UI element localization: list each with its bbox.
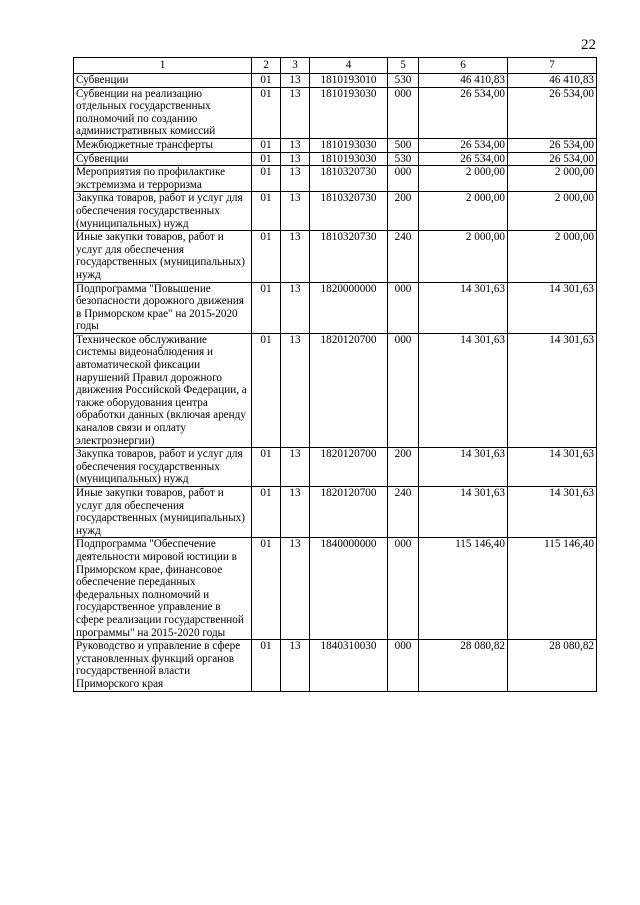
row-expense-type: 240 — [388, 487, 419, 538]
row-subsection: 13 — [281, 192, 310, 231]
row-name: Субвенции — [74, 74, 252, 88]
row-section: 01 — [252, 538, 281, 640]
table-row — [74, 152, 597, 166]
table-row — [74, 333, 597, 447]
table-row — [74, 87, 597, 138]
amount-2-text: 14 301,63 — [549, 448, 594, 461]
row-target-code: 1840000000 — [310, 538, 388, 640]
header-cell: 5 — [388, 58, 419, 74]
amount-2-text: 28 080,82 — [549, 640, 594, 653]
row-subsection: 13 — [281, 74, 310, 88]
amount-2-text: 14 301,63 — [549, 333, 594, 346]
row-expense-type: 200 — [388, 192, 419, 231]
table-row — [74, 487, 597, 538]
row-expense-type: 000 — [388, 87, 419, 138]
row-amount-1 — [419, 166, 508, 192]
row-name: Закупка товаров, работ и услуг для обеспечения государственных (муниципальных) нужд — [74, 192, 252, 231]
row-expense-type: 000 — [388, 282, 419, 333]
table-row — [74, 640, 597, 691]
row-subsection: 13 — [281, 487, 310, 538]
row-amount-1 — [419, 538, 508, 640]
amount-1-text: 14 301,63 — [460, 487, 505, 499]
row-amount-1 — [419, 448, 508, 487]
row-amount-1 — [419, 333, 508, 447]
row-section: 01 — [252, 282, 281, 333]
row-name: Субвенции на реализацию отдельных государственных полномочий по созданию административных комиссий — [74, 87, 252, 138]
row-amount-1 — [419, 87, 508, 138]
row-subsection: 13 — [281, 231, 310, 282]
row-target-code: 1810320730 — [310, 192, 388, 231]
header-cell: 2 — [252, 58, 281, 74]
table-row — [74, 538, 597, 640]
amount-1-text: 46 410,83 — [460, 74, 505, 86]
row-subsection: 13 — [281, 87, 310, 138]
row-amount-2 — [508, 231, 597, 282]
row-amount-1 — [419, 138, 508, 152]
row-amount-1 — [419, 282, 508, 333]
row-target-code: 1810193030 — [310, 152, 388, 166]
row-amount-2 — [508, 640, 597, 691]
row-target-code: 1820120700 — [310, 333, 388, 447]
row-amount-2 — [508, 74, 597, 88]
row-section: 01 — [252, 192, 281, 231]
row-target-code: 1810193030 — [310, 138, 388, 152]
row-expense-type: 000 — [388, 333, 419, 447]
row-amount-2 — [508, 192, 597, 231]
amount-1-text: 14 301,63 — [460, 333, 505, 346]
row-amount-2 — [508, 138, 597, 152]
header-cell: 6 — [419, 58, 508, 74]
row-amount-1 — [419, 640, 508, 691]
row-target-code: 1810320730 — [310, 231, 388, 282]
row-amount-1 — [419, 487, 508, 538]
amount-1-text: 2 000,00 — [465, 192, 505, 205]
header-cell: 7 — [508, 58, 597, 74]
page-number: 22 — [581, 37, 596, 53]
row-target-code: 1820120700 — [310, 448, 388, 487]
row-subsection: 13 — [281, 138, 310, 152]
row-name: Субвенции — [74, 152, 252, 166]
row-amount-2 — [508, 87, 597, 138]
amount-2-text: 2 000,00 — [554, 166, 594, 179]
table-row — [74, 138, 597, 152]
amount-2-text: 26 534,00 — [549, 87, 594, 100]
row-target-code: 1810193030 — [310, 87, 388, 138]
row-amount-2 — [508, 487, 597, 538]
row-section: 01 — [252, 152, 281, 166]
row-amount-2 — [508, 538, 597, 640]
row-target-code: 1840310030 — [310, 640, 388, 691]
table-row — [74, 192, 597, 231]
amount-1-text: 2 000,00 — [465, 166, 505, 179]
header-cell: 3 — [281, 58, 310, 74]
row-name: Руководство и управление в сфере установленных функций органов государственной власти Приморского края — [74, 640, 252, 691]
row-target-code: 1820000000 — [310, 282, 388, 333]
row-expense-type: 200 — [388, 448, 419, 487]
row-section: 01 — [252, 640, 281, 691]
row-name: Межбюджетные трансферты — [74, 138, 252, 152]
table-body — [74, 74, 597, 692]
row-expense-type: 000 — [388, 166, 419, 192]
row-expense-type: 000 — [388, 538, 419, 640]
table-row — [74, 166, 597, 192]
amount-2-text: 2 000,00 — [554, 192, 594, 205]
amount-2-text: 26 534,00 — [549, 152, 594, 165]
header-cell: 1 — [74, 58, 252, 74]
row-amount-1 — [419, 152, 508, 166]
row-target-code: 1810193010 — [310, 74, 388, 88]
table-row — [74, 231, 597, 282]
amount-2-text: 46 410,83 — [549, 74, 594, 86]
amount-1-text: 115 146,40 — [455, 538, 505, 551]
row-subsection: 13 — [281, 538, 310, 640]
amount-2-text: 14 301,63 — [549, 282, 594, 295]
row-amount-2 — [508, 448, 597, 487]
row-amount-2 — [508, 282, 597, 333]
row-section: 01 — [252, 74, 281, 88]
row-expense-type: 000 — [388, 640, 419, 691]
row-name: Подпрограмма "Повышение безопасности дорожного движения в Приморском крае" на 2015-2020 годы — [74, 282, 252, 333]
row-amount-2 — [508, 166, 597, 192]
row-section: 01 — [252, 487, 281, 538]
row-amount-2 — [508, 152, 597, 166]
row-amount-1 — [419, 231, 508, 282]
table-row — [74, 448, 597, 487]
row-subsection: 13 — [281, 152, 310, 166]
amount-2-text: 115 146,40 — [544, 538, 594, 551]
row-expense-type: 530 — [388, 152, 419, 166]
row-section: 01 — [252, 166, 281, 192]
amount-2-text: 26 534,00 — [549, 138, 594, 151]
row-section: 01 — [252, 87, 281, 138]
row-section: 01 — [252, 333, 281, 447]
row-expense-type: 240 — [388, 231, 419, 282]
row-section: 01 — [252, 448, 281, 487]
header-cell: 4 — [310, 58, 388, 74]
amount-1-text: 26 534,00 — [460, 87, 505, 100]
amount-1-text: 14 301,63 — [460, 448, 505, 461]
row-name: Иные закупки товаров, работ и услуг для обеспечения государственных (муниципальных) нужд — [74, 487, 252, 538]
amount-1-text: 26 534,00 — [460, 152, 505, 165]
row-name: Мероприятия по профилактике экстремизма и терроризма — [74, 166, 252, 192]
amount-1-text: 26 534,00 — [460, 138, 505, 151]
row-amount-2 — [508, 333, 597, 447]
row-subsection: 13 — [281, 333, 310, 447]
amount-2-text: 2 000,00 — [554, 231, 594, 244]
amount-2-text: 14 301,63 — [549, 487, 594, 499]
table-row — [74, 282, 597, 333]
row-target-code: 1810320730 — [310, 166, 388, 192]
row-name: Подпрограмма "Обеспечение деятельности мировой юстиции в Приморском крае, финансовое обеспечение переданных федеральных полномочий и государственное управление в сфере реализации государственной программы" на 2015-2020 годы — [74, 538, 252, 640]
row-section: 01 — [252, 138, 281, 152]
row-target-code: 1820120700 — [310, 487, 388, 538]
row-subsection: 13 — [281, 282, 310, 333]
amount-1-text: 2 000,00 — [465, 231, 505, 244]
header-row — [74, 58, 597, 74]
row-name: Закупка товаров, работ и услуг для обеспечения государственных (муниципальных) нужд — [74, 448, 252, 487]
row-amount-1 — [419, 74, 508, 88]
amount-1-text: 28 080,82 — [460, 640, 505, 653]
row-expense-type: 500 — [388, 138, 419, 152]
row-amount-1 — [419, 192, 508, 231]
row-name: Техническое обслуживание системы видеонаблюдения и автоматической фиксации нарушений Правил дорожного движения Российской Федерации, а также оборудования центра обработки данных (включая аренду каналов связи и оплату электроэнергии) — [74, 333, 252, 447]
row-section: 01 — [252, 231, 281, 282]
table-row — [74, 74, 597, 88]
amount-1-text: 14 301,63 — [460, 282, 505, 295]
row-name: Иные закупки товаров, работ и услуг для обеспечения государственных (муниципальных) нужд — [74, 231, 252, 282]
row-subsection: 13 — [281, 448, 310, 487]
row-expense-type: 530 — [388, 74, 419, 88]
row-subsection: 13 — [281, 640, 310, 691]
row-subsection: 13 — [281, 166, 310, 192]
budget-table — [73, 57, 597, 692]
